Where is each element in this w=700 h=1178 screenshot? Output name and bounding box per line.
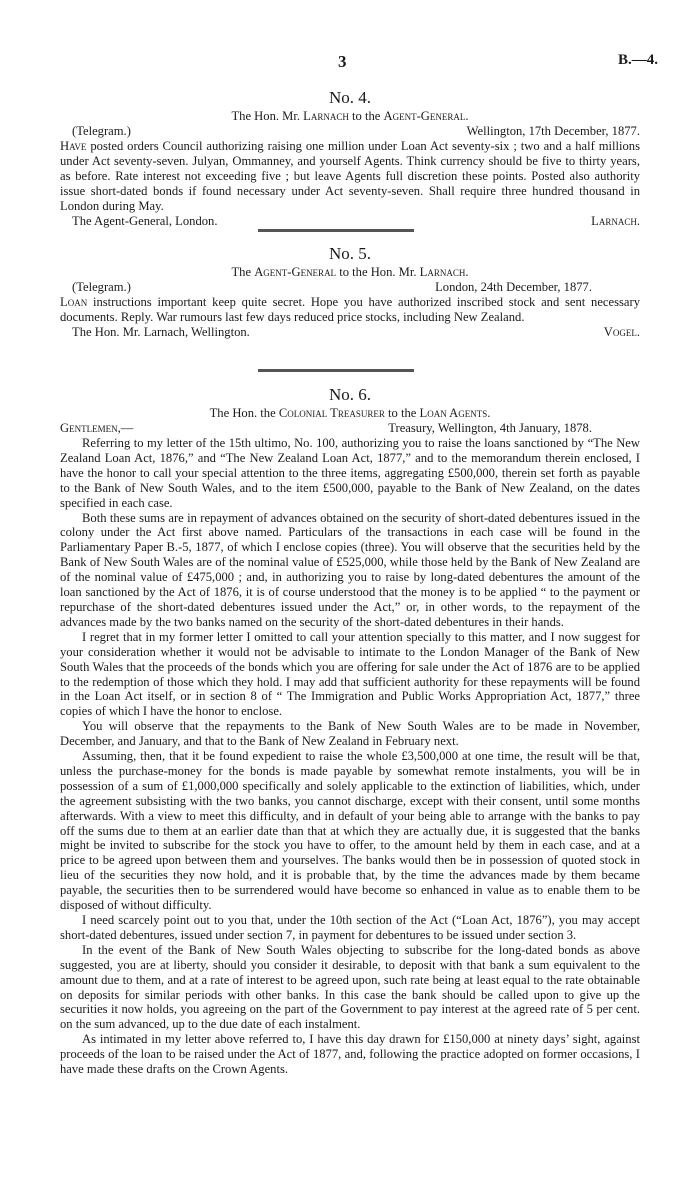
paragraph: You will observe that the repayments to the Bank of New South Wales are to be made in November, December, and January, and that to the Bank of New Zealand in February next. (60, 719, 640, 749)
message-body: Loan instructions important keep quite secret. Hope you have authorized inscribed stock and sent necessary documents. Reply. War rumours last few days reduced price stocks, including New Zealand. (60, 295, 640, 324)
section-number: No. 5. (328, 244, 372, 263)
section-number: No. 6. (328, 385, 372, 404)
salutation: Gentlemen,— (60, 421, 134, 435)
salutation-line (60, 421, 640, 436)
signature: Larnach. (591, 213, 640, 228)
closing-line (60, 325, 640, 340)
letter-no6 (60, 385, 640, 1077)
paragraph: As intimated in my letter above referred to, I have this day drawn for £150,000 at ninety days’ sight, against proceeds of the loan to be raised under the Act of 1877, and, following the practice adopted on former occasions, I have made these drafts on the Crown Agents. (60, 1032, 640, 1077)
message-body: Have posted orders Council authorizing raising one million under Loan Act seventy-six ; two and a half millions under Act seventy-seven. Julyan, Ommanney, and yourself Agents. Think currency should be five to thirty years, as before. Rate interest not exceeding five ; but leave Agents full discretion these points. Posted also authority issue short-dated bonds if found necessary under Act seventy-seven. Shall require three hundred thousand in London during May. (60, 139, 640, 213)
closing-line (60, 214, 640, 229)
telegram-label: (Telegram.) (72, 124, 131, 138)
signature: Vogel. (603, 324, 640, 339)
letter-no5 (60, 244, 640, 340)
telegram-line (60, 124, 640, 139)
section-divider (258, 369, 414, 372)
paragraph: Both these sums are in repayment of advances obtained on the security of short-dated debentures issued in the colony under the Act first above named. Particulars of the transactions in each case will be found in the Parliamentary Paper B.-5, 1877, of which I enclose copies (three). You will observe that the securities held by the Bank of New South Wales are of the nominal value of £525,000, while those held by the Bank of New Zealand are of the nominal value of £475,000 ; and, in authorizing you to raise by long-dated debentures the amount of the loan sanctioned by the Act of 1876, it is of course understood that the money is to be applied “ to the payment or repurchase of the short-dated debentures issued under the Act,” or, in other words, to the repayment of the advances made by the two banks named on the security of the short-dated debentures in their hands. (60, 510, 640, 629)
place-date: Wellington, 17th December, 1877. (466, 124, 640, 138)
place-date: London, 24th December, 1877. (435, 280, 592, 294)
telegram-line (60, 280, 640, 295)
section-heading: The Hon. the Colonial Treasurer to the Loan Agents. (209, 406, 491, 420)
document-reference: B.—4. (617, 52, 658, 68)
telegram-label: (Telegram.) (72, 280, 131, 294)
letter-no4 (60, 88, 640, 229)
page-header (0, 52, 700, 74)
addressee: The Agent-General, London. (72, 213, 218, 228)
section-heading: The Agent-General to the Hon. Mr. Larnach. (231, 265, 469, 279)
paragraph: Assuming, then, that it be found expedient to raise the whole £3,500,000 at one time, the result will be that, unless the purchase-money for the bonds is made payable by somewhat remote instalments, you will be in possession of a sum of £1,000,000 specifically and solely applicable to the extinction of liabilities, which, under the agreement subsisting with the two banks, you cannot discharge, except with their consent, until some months afterwards. With a view to meet this difficulty, and in default of your being able to arrange with the banks to pay off the sums due to them at an earlier date than that at which they are actually due, it is suggested that the banks might be invited to subscribe for the stock you have to offer, to the amount held by them in each case, and at a price to be agreed upon between them and yourselves. The banks would then be in possession of quoted stock in lieu of the securities they now hold, and it is probable that, by the time the advances made by them became payable, the securities then to be surrendered would have become so enhanced in value as to enable them to be disposed of without difficulty. (60, 749, 640, 913)
paragraph: In the event of the Bank of New South Wales objecting to subscribe for the long-dated bonds as above suggested, you are at liberty, should you consider it desirable, to deposit with that bank a sum equivalent to the amount due to them, and at a rate of interest to be agreed upon, such rate being at least equal to the rate obtainable on deposits for similar periods with other banks. In this case the bank should be called upon to give up the securities it now holds, you agreeing on the part of the Government to pay interest at the agreed rate of 5 per cent. on the sum advanced, up to the due date of each instalment. (60, 942, 640, 1032)
section-heading: The Hon. Mr. Larnach to the Agent-General. (231, 109, 469, 123)
paragraph: I need scarcely point out to you that, under the 10th section of the Act (“Loan Act, 1876”), you may accept short-dated debentures, issued under section 7, in payment for debentures to be issued under section 3. (60, 913, 640, 942)
place-date: Treasury, Wellington, 4th January, 1878. (388, 421, 592, 435)
page-number: 3 (338, 52, 347, 71)
addressee: The Hon. Mr. Larnach, Wellington. (72, 324, 250, 339)
paragraph: I regret that in my former letter I omitted to call your attention specially to this matter, and I now suggest for your consideration whether it would not be advisable to intimate to the London Manager of the Bank of New South Wales that the proceeds of the bonds which you are offering for sale under the Act of 1876 are to be applied to the redemption of those which they hold. I may add that sufficient authority for these repayments will be found in the Loan Act itself, or in section 8 of “ The Immigration and Public Works Appropriation Act, 1877,” three copies of which I have the honor to enclose. (60, 629, 640, 719)
section-divider (258, 229, 414, 232)
paragraph: Referring to my letter of the 15th ultimo, No. 100, authorizing you to raise the loans sanctioned by “The New Zealand Loan Act, 1876,” and “The New Zealand Loan Act, 1877,” and to the memorandum therein enclosed, I have the honor to call your special attention to the three items, aggregating £500,000, therein set forth as payable to the Bank of New South Wales, and to the item £500,000, payable to the Bank of New Zealand, on the dates specified in each case. (60, 436, 640, 510)
section-number: No. 4. (328, 88, 372, 107)
